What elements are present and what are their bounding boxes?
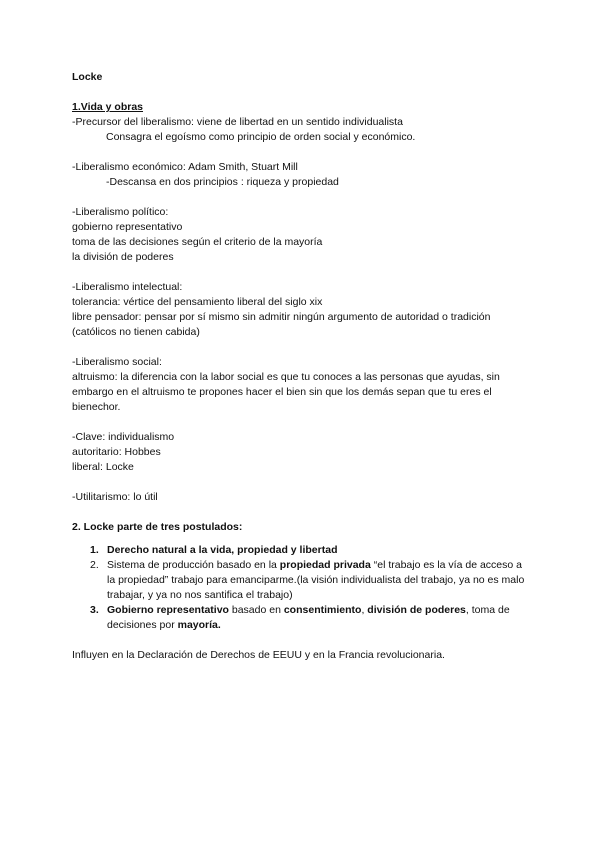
intelectual-item: tolerancia: vértice del pensamiento liberal del siglo xix <box>72 296 323 308</box>
politico-item: la división de poderes <box>72 251 174 263</box>
intelectual-line: -Liberalismo intelectual: <box>72 281 183 293</box>
precursor-line: -Precursor del liberalismo: viene de libertad en un sentido individualista <box>72 116 403 128</box>
social-text: altruismo: la diferencia con la labor social es que tu conoces a las personas que ayudas, sin embargo en el altruismo te propones hacer el bien sin que los demás sepan que tu eres el bienechor. <box>72 371 500 413</box>
clave-item: autoritario: Hobbes <box>72 446 161 458</box>
list-item: 2. Sistema de producción basado en la propiedad privada “el trabajo es la vía de acceso a la propiedad” trabajo para emanciparme.(la visión individualista del trabajo, ya no es malo trabajar, y ya no nos santifica el trabajo) <box>90 559 525 601</box>
economico-line: -Liberalismo económico: Adam Smith, Stuart Mill <box>72 161 298 173</box>
politico-item: toma de las decisiones según el criterio de la mayoría <box>72 236 323 248</box>
document-title: Locke <box>72 71 103 83</box>
intelectual-item: libre pensador: pensar por sí mismo sin admitir ningún argumento de autoridad o tradición <box>72 311 491 323</box>
section1-heading: 1.Vida y obras <box>72 101 144 113</box>
utilitarismo-line: -Utilitarismo: lo útil <box>72 491 158 503</box>
politico-item: gobierno representativo <box>72 221 183 233</box>
intelectual-item: (católicos no tienen cabida) <box>72 326 200 338</box>
clave-item: liberal: Locke <box>72 461 134 473</box>
closing-line: Influyen en la Declaración de Derechos de EEUU y en la Francia revolucionaria. <box>72 649 445 661</box>
list-item: 3. Gobierno representativo basado en consentimiento, división de poderes, toma de decisiones por mayoría. <box>90 604 510 631</box>
document-body <box>72 70 528 663</box>
clave-line: -Clave: individualismo <box>72 431 175 443</box>
social-line: -Liberalismo social: <box>72 356 162 368</box>
postulados-list <box>72 543 528 633</box>
economico-detail: -Descansa en dos principios : riqueza y propiedad <box>106 176 339 188</box>
politico-line: -Liberalismo político: <box>72 206 169 218</box>
section2-heading: 2. Locke parte de tres postulados: <box>72 521 243 533</box>
list-item: 1. Derecho natural a la vida, propiedad y libertad <box>90 544 338 556</box>
precursor-detail: Consagra el egoísmo como principio de orden social y económico. <box>106 131 416 143</box>
